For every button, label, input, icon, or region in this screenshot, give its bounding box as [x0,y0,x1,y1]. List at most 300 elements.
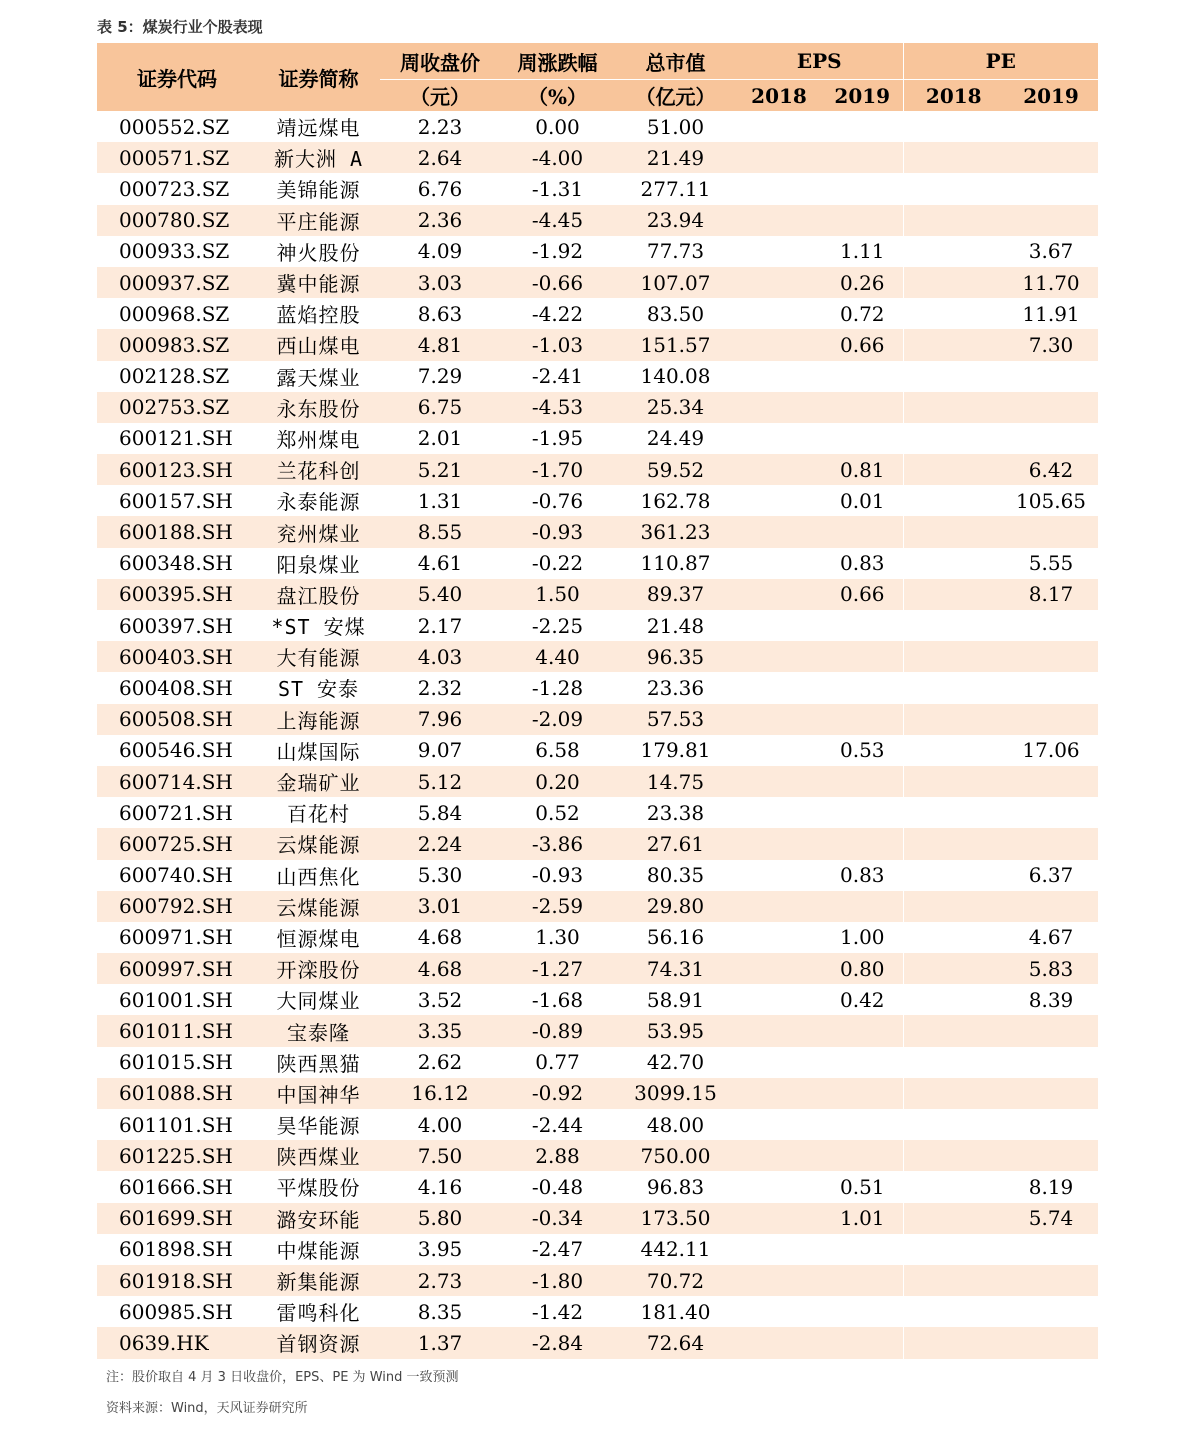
cell-pe-2018 [903,1109,1004,1140]
cell-eps-2019 [822,516,903,547]
cell-pe-2018 [903,953,1004,984]
cell-eps-2018 [736,828,822,859]
cell-market-cap: 24.49 [646,426,705,451]
cell-code: 601015.SH [119,1050,233,1075]
cell-pe-2019: 6.37 [1028,863,1074,888]
cell-eps-2019 [822,1265,903,1296]
cell-close: 9.07 [417,738,463,763]
table-row [97,766,1098,797]
cell-eps-2019: 0.51 [839,1174,885,1199]
cell-close: 4.61 [417,551,463,576]
cell-code: 000933.SZ [119,239,230,264]
table-row [97,236,1098,267]
cell-code: 601699.SH [97,1203,257,1234]
table-row [97,891,1098,922]
cell-name: 昊华能源 [276,1114,361,1139]
cell-code: 002128.SZ [119,364,230,389]
cell-change: 0.20 [500,766,615,797]
cell-eps-2018 [736,1171,822,1202]
cell-code: 600121.SH [119,426,233,451]
table-row [97,579,1098,610]
cell-market-cap: 750.00 [615,1140,736,1171]
cell-pe-2018 [903,610,1004,641]
table-note: 注：股价取自 4 月 3 日收盘价，EPS、PE 为 Wind 一致预测 [106,1370,459,1385]
cell-name: 云煤能源 [257,828,380,859]
cell-pe-2018 [903,1015,1004,1046]
table-row [97,704,1098,735]
cell-pe-2019: 11.91 [1022,301,1080,326]
cell-market-cap: 29.80 [615,891,736,922]
cell-pe-2019 [1004,1327,1098,1358]
cell-eps-2019: 0.72 [839,301,885,326]
cell-change: 4.40 [500,641,615,672]
header-change-unit: （%） [500,80,615,112]
cell-close: 8.55 [380,516,500,547]
cell-close: 5.12 [380,766,500,797]
table-row [97,454,1098,485]
cell-name: 盘江股份 [257,579,380,610]
cell-pe-2019 [1004,516,1098,547]
table-row [97,548,1098,579]
cell-name: 山煤国际 [276,739,361,764]
header-eps-2019: 2019 [822,80,903,112]
cell-change: -2.09 [500,704,615,735]
cell-name: 陕西黑猫 [276,1051,361,1076]
cell-eps-2019 [822,1327,903,1358]
cell-eps-2018 [736,1327,822,1358]
cell-pe-2018 [903,1234,1004,1265]
cell-close: 6.75 [380,392,500,423]
cell-name: 永泰能源 [276,490,361,515]
cell-code: 600985.SH [119,1299,233,1324]
cell-market-cap: 83.50 [646,301,705,326]
table-row [97,205,1098,236]
cell-code: 600157.SH [119,488,233,513]
table-row [97,267,1098,298]
cell-eps-2019 [822,641,903,672]
table-row [97,485,1098,516]
table-body [97,111,1098,1359]
cell-code: 600721.SH [119,800,233,825]
cell-pe-2018 [903,984,1004,1015]
cell-pe-2019 [1004,1234,1098,1265]
cell-pe-2018 [903,891,1004,922]
cell-pe-2018 [903,922,1004,953]
cell-eps-2019 [822,1047,903,1078]
cell-eps-2019 [822,672,903,703]
cell-market-cap: 57.53 [615,704,736,735]
cell-eps-2018 [736,579,822,610]
cell-eps-2018 [736,454,822,485]
table-row [97,860,1098,891]
cell-eps-2018 [736,267,822,298]
cell-code: 000571.SZ [97,142,257,173]
cell-close: 3.03 [380,267,500,298]
cell-market-cap: 70.72 [615,1265,736,1296]
cell-name: 雷鸣科化 [276,1301,361,1326]
table-row [97,1234,1098,1265]
cell-pe-2018 [903,111,1004,142]
cell-eps-2019 [822,610,903,641]
cell-code: 601666.SH [119,1174,233,1199]
cell-change: 1.50 [500,579,615,610]
cell-change: -2.47 [531,1237,584,1262]
cell-pe-2018 [903,392,1004,423]
table-row [97,329,1098,360]
cell-eps-2018 [736,610,822,641]
cell-pe-2018 [903,329,1004,360]
cell-close: 2.64 [380,142,500,173]
cell-eps-2018 [736,111,822,142]
cell-name: 冀中能源 [257,267,380,298]
cell-code: 000968.SZ [119,301,230,326]
cell-pe-2018 [903,766,1004,797]
header-eps: EPS [736,43,903,80]
cell-eps-2019 [822,1140,903,1171]
cell-change: -0.93 [531,863,584,888]
cell-change: 2.88 [500,1140,615,1171]
cell-close: 8.35 [417,1299,463,1324]
cell-eps-2019 [822,361,903,392]
cell-eps-2018 [736,1015,822,1046]
cell-close: 2.62 [417,1050,463,1075]
cell-pe-2019 [1004,610,1098,641]
cell-code: 600395.SH [97,579,257,610]
cell-market-cap: 23.38 [646,800,705,825]
cell-pe-2018 [903,236,1004,267]
table-row [97,173,1098,204]
cell-name: 开滦股份 [257,953,380,984]
cell-pe-2018 [903,828,1004,859]
cell-pe-2019 [1004,704,1098,735]
cell-pe-2019 [1004,641,1098,672]
table-row [97,797,1098,828]
cell-eps-2019 [822,1078,903,1109]
cell-name: 靖远煤电 [276,116,361,141]
cell-change: -3.86 [500,828,615,859]
cell-market-cap: 173.50 [615,1203,736,1234]
cell-code: 600508.SH [97,704,257,735]
cell-name: 中国神华 [257,1078,380,1109]
cell-eps-2018 [736,298,822,329]
cell-market-cap: 96.35 [615,641,736,672]
cell-pe-2018 [903,1296,1004,1327]
table-row [97,1296,1098,1327]
cell-eps-2019 [822,392,903,423]
cell-eps-2018 [736,1109,822,1140]
cell-eps-2019 [822,797,903,828]
cell-close: 4.00 [417,1112,463,1137]
cell-close: 5.30 [417,863,463,888]
cell-close: 5.80 [380,1203,500,1234]
cell-close: 2.01 [417,426,463,451]
cell-eps-2018 [736,173,822,204]
cell-close: 2.36 [380,205,500,236]
cell-code: 600997.SH [97,953,257,984]
table-row [97,1327,1098,1358]
cell-close: 2.24 [380,828,500,859]
cell-code: 601898.SH [119,1237,233,1262]
header-close: 周收盘价 [380,43,500,80]
cell-market-cap: 59.52 [615,454,736,485]
cell-name: 郑州煤电 [276,427,361,452]
cell-market-cap: 140.08 [640,364,711,389]
cell-change: -0.48 [531,1174,584,1199]
cell-eps-2018 [736,236,822,267]
cell-change: 0.77 [535,1050,580,1075]
cell-change: -4.45 [500,205,615,236]
cell-change: -1.80 [500,1265,615,1296]
cell-market-cap: 107.07 [615,267,736,298]
cell-close: 2.32 [417,675,463,700]
cell-eps-2019: 0.81 [822,454,903,485]
cell-market-cap: 181.40 [640,1299,711,1324]
cell-change: -2.59 [500,891,615,922]
cell-pe-2019 [1004,205,1098,236]
cell-name: 大有能源 [257,641,380,672]
cell-eps-2018 [736,1047,822,1078]
cell-pe-2018 [903,423,1004,454]
cell-code: 002753.SZ [97,392,257,423]
cell-change: -1.03 [500,329,615,360]
cell-eps-2019 [822,1109,903,1140]
cell-change: -2.41 [531,364,584,389]
cell-pe-2018 [903,298,1004,329]
cell-pe-2019 [1004,173,1098,204]
cell-eps-2018 [736,672,822,703]
cell-code: 600348.SH [119,551,233,576]
cell-name: 兖州煤业 [257,516,380,547]
cell-market-cap: 277.11 [640,176,711,201]
cell-name: 陕西煤业 [257,1140,380,1171]
cell-name: 云煤能源 [257,891,380,922]
cell-close: 3.95 [417,1237,463,1262]
cell-close: 7.96 [380,704,500,735]
cell-code: 000780.SZ [97,205,257,236]
cell-pe-2019 [1004,111,1098,142]
cell-market-cap: 27.61 [615,828,736,859]
cell-close: 4.68 [380,953,500,984]
cell-eps-2018 [736,361,822,392]
cell-pe-2019 [1004,142,1098,173]
cell-change: -1.27 [500,953,615,984]
cell-eps-2018 [736,548,822,579]
cell-pe-2019: 7.30 [1004,329,1098,360]
cell-pe-2019 [1004,1109,1098,1140]
table-row [97,828,1098,859]
cell-pe-2018 [903,672,1004,703]
cell-pe-2019 [1004,891,1098,922]
cell-change: 0.00 [535,114,580,139]
cell-pe-2018 [903,1265,1004,1296]
cell-eps-2018 [736,766,822,797]
cell-change: -1.42 [531,1299,584,1324]
cell-eps-2018 [736,1140,822,1171]
cell-pe-2019 [1004,423,1098,454]
cell-pe-2018 [903,1047,1004,1078]
cell-change: -4.53 [500,392,615,423]
cell-eps-2018 [736,1078,822,1109]
cell-change: -1.70 [500,454,615,485]
cell-market-cap: 21.48 [646,613,705,638]
table-row [97,922,1098,953]
cell-eps-2018 [736,1234,822,1265]
table-row [97,1171,1098,1202]
table-row [97,610,1098,641]
cell-eps-2018 [736,860,822,891]
cell-close: 2.23 [417,114,463,139]
cell-code: 600725.SH [97,828,257,859]
cell-close: 2.73 [380,1265,500,1296]
header-code: 证券代码 [97,43,257,111]
cell-pe-2018 [903,641,1004,672]
cell-code: 000937.SZ [97,267,257,298]
cell-eps-2019 [822,1234,903,1265]
cell-pe-2019: 8.19 [1028,1174,1074,1199]
cell-pe-2019 [1004,361,1098,392]
header-pe-2018: 2018 [903,80,1004,112]
cell-close: 3.35 [380,1015,500,1046]
cell-eps-2019 [822,205,903,236]
cell-market-cap: 151.57 [615,329,736,360]
cell-change: -0.93 [500,516,615,547]
cell-eps-2018 [736,1296,822,1327]
cell-pe-2018 [903,485,1004,516]
cell-market-cap: 56.16 [646,925,705,950]
cell-pe-2018 [903,454,1004,485]
cell-pe-2019 [1004,1078,1098,1109]
cell-market-cap: 442.11 [640,1237,711,1262]
cell-close: 4.16 [417,1174,463,1199]
cell-eps-2019: 0.66 [822,579,903,610]
cell-name: 平煤股份 [276,1176,361,1201]
cell-code: 601225.SH [97,1140,257,1171]
cell-close: 4.68 [417,925,463,950]
cell-market-cap: 72.64 [615,1327,736,1358]
cell-eps-2018 [736,641,822,672]
header-eps-2018: 2018 [736,80,822,112]
cell-market-cap: 77.73 [646,239,705,264]
cell-code: 600123.SH [97,454,257,485]
cell-eps-2018 [736,797,822,828]
cell-pe-2019 [1004,1265,1098,1296]
cell-name: 百花村 [287,802,350,827]
cell-eps-2019: 1.01 [822,1203,903,1234]
cell-close: 3.01 [380,891,500,922]
cell-eps-2018 [736,142,822,173]
header-market-cap: 总市值 [615,43,736,80]
cell-close: 4.81 [380,329,500,360]
cell-change: -4.00 [500,142,615,173]
cell-pe-2018 [903,1171,1004,1202]
cell-pe-2018 [903,173,1004,204]
cell-pe-2019: 6.42 [1004,454,1098,485]
cell-name: 金瑞矿业 [257,766,380,797]
cell-pe-2019: 105.65 [1016,488,1087,513]
cell-eps-2019: 0.53 [839,738,885,763]
cell-change: -0.22 [531,551,584,576]
cell-close: 5.40 [380,579,500,610]
cell-pe-2019: 11.70 [1004,267,1098,298]
cell-pe-2018 [903,516,1004,547]
cell-pe-2018 [903,735,1004,766]
table-row [97,361,1098,392]
cell-eps-2019 [822,704,903,735]
cell-pe-2019: 8.17 [1004,579,1098,610]
cell-pe-2018 [903,1327,1004,1358]
cell-close: 4.09 [417,239,463,264]
cell-market-cap: 89.37 [615,579,736,610]
cell-eps-2019: 0.80 [822,953,903,984]
cell-code: 600971.SH [119,925,233,950]
cell-pe-2019 [1004,766,1098,797]
cell-eps-2019 [822,1296,903,1327]
cell-eps-2019 [822,173,903,204]
cell-pe-2018 [903,1078,1004,1109]
table-row [97,1265,1098,1296]
cell-eps-2019 [822,423,903,454]
table-caption: 表 5：煤炭行业个股表现 [97,18,263,36]
cell-pe-2019: 5.55 [1028,551,1074,576]
cell-code: 000723.SZ [119,176,230,201]
cell-name: 首钢资源 [257,1327,380,1358]
cell-pe-2019 [1004,1296,1098,1327]
cell-pe-2018 [903,142,1004,173]
cell-pe-2019: 5.74 [1004,1203,1098,1234]
cell-code: 600714.SH [97,766,257,797]
cell-eps-2019: 0.26 [822,267,903,298]
cell-change: -2.25 [531,613,584,638]
cell-market-cap: 96.83 [646,1174,705,1199]
cell-name: 平庄能源 [257,205,380,236]
cell-market-cap: 23.36 [646,675,705,700]
cell-change: -2.84 [500,1327,615,1358]
cell-eps-2019: 1.11 [839,239,885,264]
cell-name: 中煤能源 [276,1238,361,1263]
cell-eps-2018 [736,1265,822,1296]
cell-pe-2019: 5.83 [1004,953,1098,984]
cell-name: 山西焦化 [276,864,361,889]
cell-pe-2018 [903,704,1004,735]
cell-pe-2018 [903,579,1004,610]
cell-eps-2018 [736,984,822,1015]
cell-pe-2018 [903,548,1004,579]
cell-code: 000983.SZ [97,329,257,360]
cell-market-cap: 74.31 [615,953,736,984]
cell-close: 16.12 [380,1078,500,1109]
cell-code: 600792.SH [97,891,257,922]
cell-market-cap: 25.34 [615,392,736,423]
cell-name: 神火股份 [276,240,361,265]
cell-pe-2019: 4.67 [1028,925,1074,950]
cell-eps-2019 [822,766,903,797]
cell-name: 新大洲 A [257,142,380,173]
table-row [97,1015,1098,1046]
cell-change: -0.34 [500,1203,615,1234]
cell-name: 恒源煤电 [276,926,361,951]
cell-code: 0639.HK [97,1327,257,1358]
cell-close: 5.21 [380,454,500,485]
table-row [97,641,1098,672]
cell-market-cap: 51.00 [646,114,705,139]
cell-close: 7.29 [417,364,463,389]
cell-eps-2019: 0.42 [839,987,885,1012]
cell-change: -0.92 [500,1078,615,1109]
cell-pe-2019 [1004,1140,1098,1171]
cell-change: 6.58 [535,738,580,763]
cell-close: 5.84 [417,800,463,825]
cell-close: 1.37 [380,1327,500,1358]
